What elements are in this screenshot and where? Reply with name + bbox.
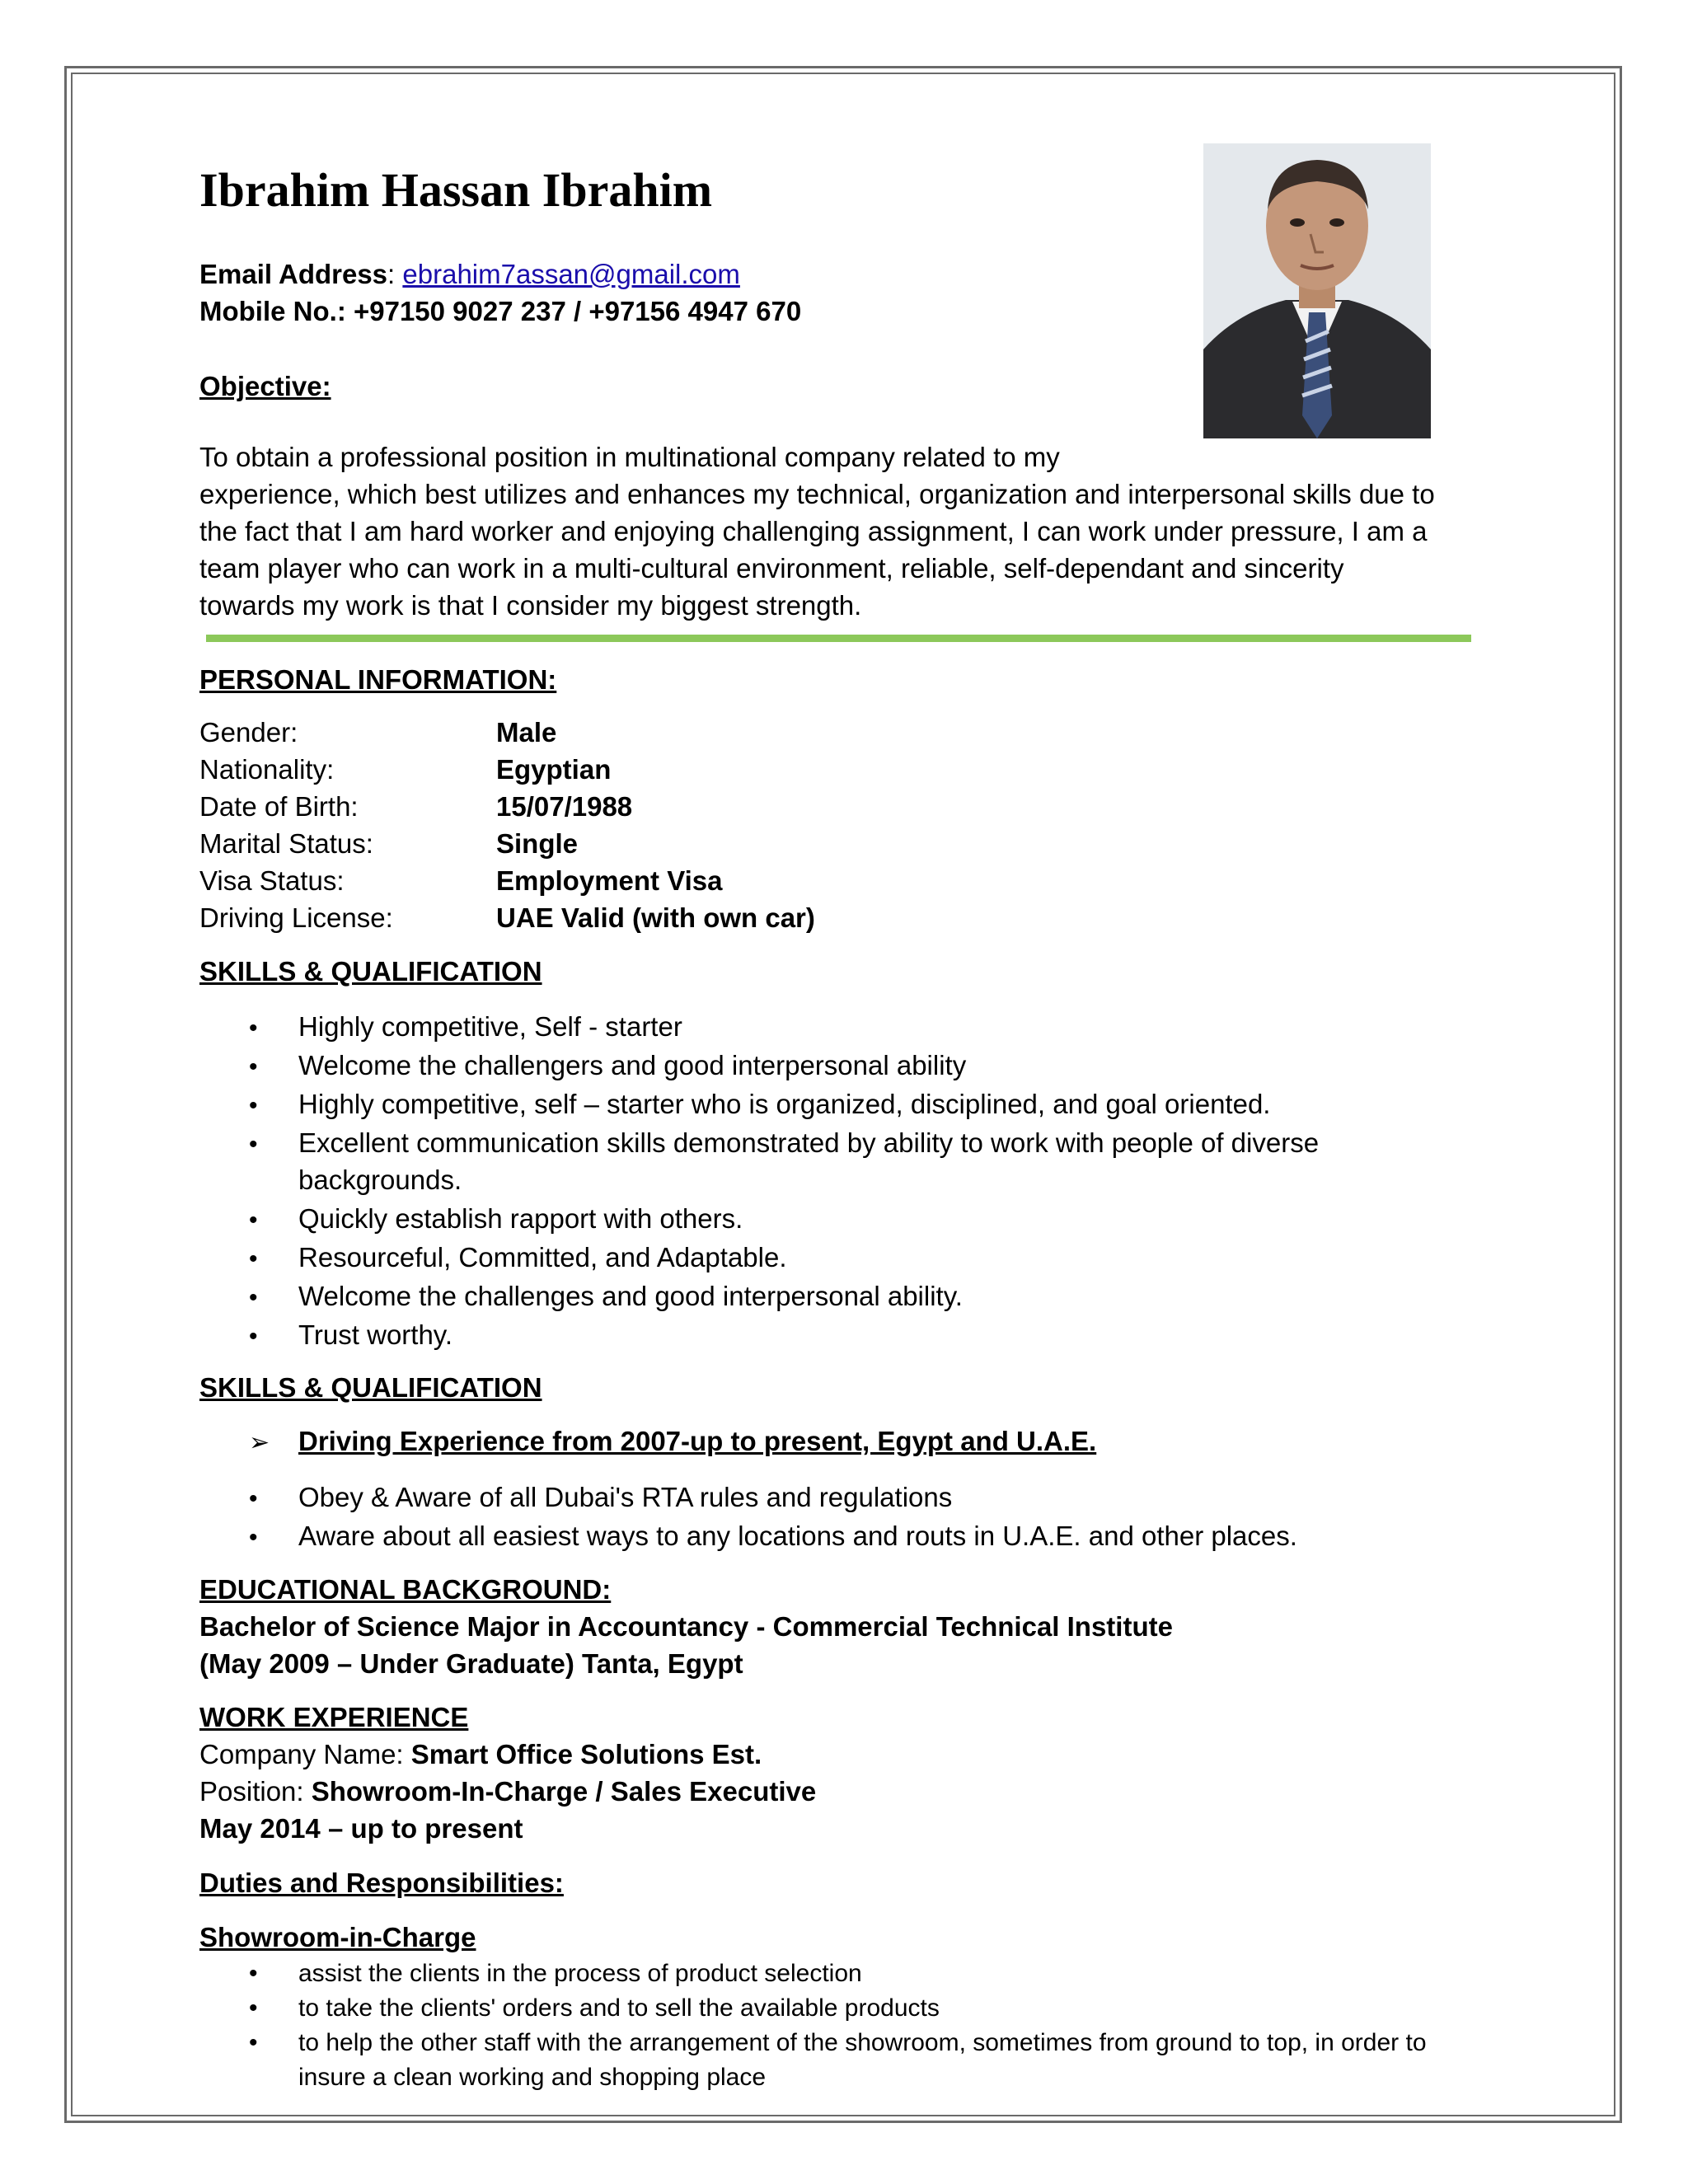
list-item-continuation — [249, 1161, 462, 1198]
personal-row — [199, 714, 556, 751]
profile-photo-image — [1203, 143, 1431, 438]
list-item-text: Resourceful, Committed, and Adaptable. — [298, 1242, 787, 1272]
personal-value: Single — [496, 828, 579, 859]
list-item-text: Highly competitive, Self - starter — [298, 1011, 682, 1042]
email-label: Email Address — [199, 259, 388, 289]
list-item-text: Driving Experience from 2007-up to present, Egypt and U.A.E. — [298, 1426, 1097, 1456]
list-item-continuation — [249, 2060, 766, 2095]
candidate-name: Ibrahim Hassan Ibrahim — [199, 163, 713, 217]
list-item — [249, 2026, 1427, 2060]
personal-label: Nationality: — [199, 754, 335, 785]
bullet-icon: • — [249, 1131, 258, 1158]
objective-line: experience, which best utilizes and enhances my technical, organization and interpersonal skills due to — [199, 479, 1435, 509]
objective-heading: Objective: — [199, 371, 331, 401]
bullet-icon: • — [249, 1524, 258, 1551]
personal-row — [199, 751, 611, 788]
personal-value: 15/07/1988 — [496, 791, 633, 822]
objective-line: team player who can work in a multi-cultural environment, reliable, self-dependant and sincerity — [199, 553, 1344, 583]
objective-line: To obtain a professional position in multinational company related to my — [199, 442, 1060, 472]
list-item — [249, 1991, 940, 2026]
personal-label: Visa Status: — [199, 865, 345, 896]
work-heading: WORK EXPERIENCE — [199, 1702, 469, 1732]
list-item — [249, 1422, 1096, 1461]
email-link[interactable]: ebrahim7assan@gmail.com — [402, 259, 740, 289]
objective-line: towards my work is that I consider my biggest strength. — [199, 590, 862, 621]
education-line: Bachelor of Science Major in Accountancy - Commercial Technical Institute — [199, 1611, 1173, 1642]
list-item — [249, 1239, 787, 1277]
list-item-text: Excellent communication skills demonstrated by ability to work with people of diverse — [298, 1127, 1320, 1158]
skills-heading: SKILLS & QUALIFICATION — [199, 956, 542, 987]
personal-row — [199, 862, 723, 899]
personal-row — [199, 788, 632, 825]
company-line — [199, 1736, 762, 1773]
personal-value: Egyptian — [496, 754, 612, 785]
list-item-text: Welcome the challengers and good interpersonal ability — [298, 1050, 967, 1080]
list-item — [249, 1957, 862, 1991]
list-item-text: to take the clients' orders and to sell the available products — [298, 1994, 940, 2022]
personal-info-heading: PERSONAL INFORMATION: — [199, 664, 557, 695]
list-item-text: backgrounds. — [298, 1165, 462, 1195]
work-period: May 2014 – up to present — [199, 1813, 523, 1844]
list-item — [249, 1479, 952, 1517]
role-heading: Showroom-in-Charge — [199, 1922, 476, 1952]
list-item-text: insure a clean working and shopping place — [298, 2064, 767, 2091]
personal-label: Gender: — [199, 717, 298, 748]
bullet-icon: • — [249, 1323, 258, 1350]
bullet-icon: • — [249, 1245, 258, 1272]
list-item — [249, 1085, 1270, 1124]
bullet-icon: • — [249, 1053, 258, 1080]
skills-heading: SKILLS & QUALIFICATION — [199, 1372, 542, 1403]
education-heading: EDUCATIONAL BACKGROUND: — [199, 1574, 612, 1605]
profile-photo — [1203, 143, 1431, 438]
objective-line: the fact that I am hard worker and enjoying challenging assignment, I can work under pressure, I am a — [199, 516, 1428, 546]
personal-row — [199, 825, 578, 862]
personal-label: Date of Birth: — [199, 791, 359, 822]
company-label: Company Name: — [199, 1739, 411, 1769]
list-item-text: Aware about all easiest ways to any locations and routs in U.A.E. and other places. — [298, 1521, 1297, 1551]
bullet-icon: • — [249, 1092, 258, 1119]
bullet-icon: • — [249, 1207, 258, 1234]
mobile-line: Mobile No.: +97150 9027 237 / +97156 4947 670 — [199, 296, 802, 326]
list-item — [249, 1517, 1297, 1556]
email-line — [199, 255, 740, 293]
bullet-icon: • — [249, 1960, 258, 1987]
list-item — [249, 1047, 966, 1085]
personal-row — [199, 899, 815, 936]
list-item — [249, 1008, 682, 1047]
list-item — [249, 1200, 743, 1239]
position-label: Position: — [199, 1776, 312, 1807]
company-name: Smart Office Solutions Est. — [410, 1739, 762, 1769]
list-item-text: assist the clients in the process of product selection — [298, 1960, 862, 1987]
position-line — [199, 1773, 816, 1810]
email-separator: : — [387, 259, 403, 289]
list-item — [249, 1124, 1319, 1163]
personal-label: Driving License: — [199, 902, 393, 933]
education-line: (May 2009 – Under Graduate) Tanta, Egypt — [199, 1648, 743, 1679]
list-item-text: Welcome the challenges and good interpersonal ability. — [298, 1281, 963, 1311]
list-item — [249, 1277, 963, 1316]
personal-value: UAE Valid (with own car) — [496, 902, 815, 933]
bullet-icon: • — [249, 1015, 258, 1042]
personal-label: Marital Status: — [199, 828, 373, 859]
personal-value: Employment Visa — [496, 865, 723, 896]
arrow-bullet-icon: ➢ — [249, 1429, 270, 1456]
duties-heading: Duties and Responsibilities: — [199, 1868, 564, 1898]
bullet-icon: • — [249, 1994, 258, 2022]
bullet-icon: • — [249, 2029, 258, 2056]
list-item-text: Trust worthy. — [298, 1319, 453, 1350]
bullet-icon: • — [249, 1485, 258, 1512]
personal-value: Male — [496, 717, 557, 748]
list-item-text: Quickly establish rapport with others. — [298, 1203, 743, 1234]
position-name: Showroom-In-Charge / Sales Executive — [311, 1776, 817, 1807]
list-item-text: Obey & Aware of all Dubai's RTA rules and regulations — [298, 1482, 953, 1512]
list-item — [249, 1316, 452, 1355]
section-divider — [206, 635, 1471, 642]
list-item-text: to help the other staff with the arrangement of the showroom, sometimes from ground to top, in order to — [298, 2029, 1427, 2056]
bullet-icon: • — [249, 1284, 258, 1311]
list-item-text: Highly competitive, self – starter who is organized, disciplined, and goal oriented. — [298, 1089, 1271, 1119]
